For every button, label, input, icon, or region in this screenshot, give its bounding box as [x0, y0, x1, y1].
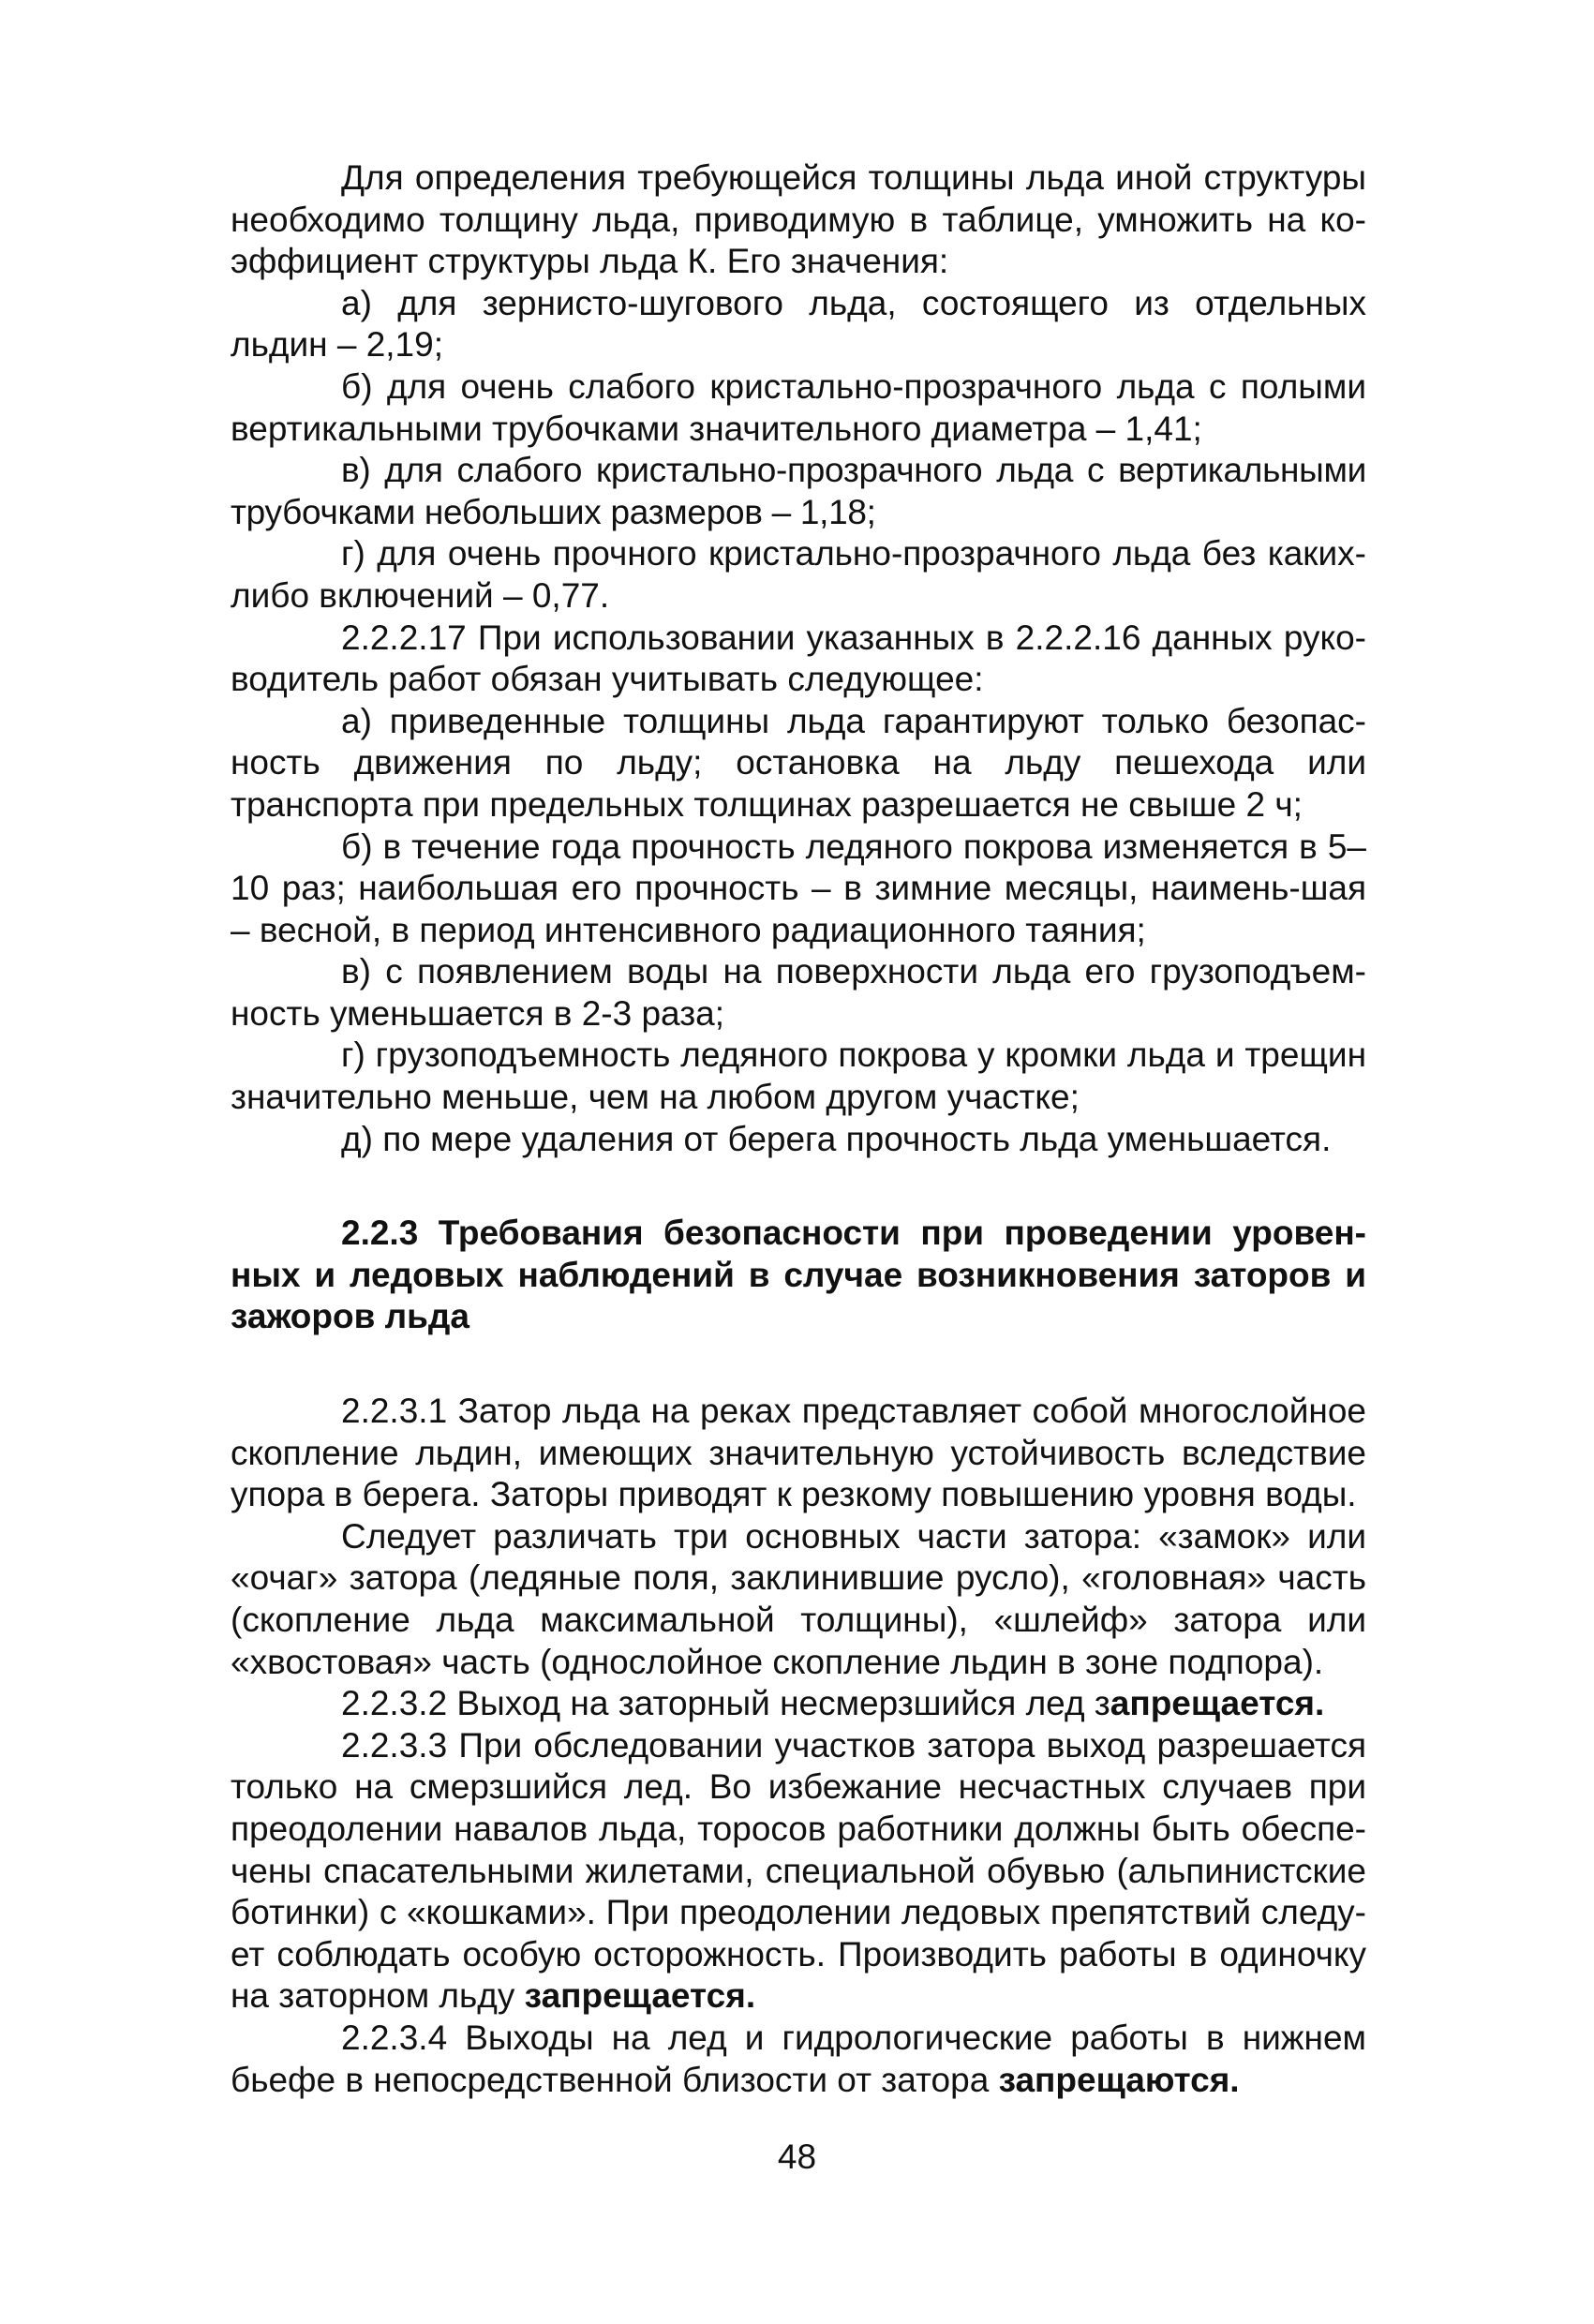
paragraph-2-2-3-1: 2.2.3.1 Затор льда на реках представляет собой многослойное скопление льдин, имеющих значительную устойчивость вследствие упора в берега. Заторы приводят к резкому повышению уровня воды.	[231, 1392, 1366, 1514]
paragraph-item-d-distance-from-shore: д) по мере удаления от берега прочность льда уменьшается.	[341, 1119, 1332, 1158]
body-text-block-1	[231, 157, 1366, 1160]
paragraph-item-g-edge-capacity: г) грузоподъемность ледяного покрова у кромки льда и трещин значительно меньше, чем на любом другом участке;	[231, 1035, 1366, 1117]
paragraph-2-2-3-3	[231, 1725, 1366, 2018]
paragraph-item-v-weak-ice-small-tubes: в) для слабого кристально-прозрачного льда с вертикальными трубочками небольших размеров – 1,18;	[231, 451, 1366, 531]
body-text-block-2	[231, 1391, 1366, 2101]
paragraph-2-2-3-4-bold: запрещаются.	[998, 2060, 1240, 2099]
paragraph-2-2-3-3-bold: запрещается.	[524, 1976, 756, 2016]
paragraph-2-2-3-3-text: 2.2.3.3 При обследовании участков затора выход разрешается только на смерзшийся лед. Во избежание несчастных случаев при преодолении навалов льда, торосов работники должны быть обеспе-чены спасательными жилетами, специальной обувью (альпинистские ботинки) с «кошками». При преодолении ледовых препятствий следу-ет соблюдать особую осторожность. Производить работы в одиночку на заторном льду	[231, 1725, 1366, 2016]
paragraph-2-2-3-2-bold: апрещается.	[1110, 1684, 1325, 1723]
paragraph-item-v-water-on-ice: в) с появлением воды на поверхности льда его грузоподъем-ность уменьшается в 2-3 раза;	[231, 952, 1366, 1033]
paragraph-item-b-strength-variation: б) в течение года прочность ледяного покрова изменяется в 5–10 раз; наибольшая его прочность – в зимние месяцы, наимень-шая – весной, в период интенсивного радиационного таяния;	[231, 827, 1366, 949]
document-page	[231, 157, 1366, 2101]
paragraph-jam-parts: Следует различать три основных части затора: «замок» или «очаг» затора (ледяные поля, заклинившие русло), «головная» часть (скопление льда максимальной толщины), «шлейф» затора или «хвостовая» часть (однослойное скопление льдин в зоне подпора).	[231, 1516, 1366, 1681]
paragraph-2-2-3-4-text: 2.2.3.4 Выходы на лед и гидрологические работы в нижнем бьефе в непосредственной близости от затора	[231, 2018, 1366, 2099]
paragraph-2-2-2-17: 2.2.2.17 При использовании указанных в 2.2.2.16 данных руко-водитель работ обязан учитывать следующее:	[231, 618, 1366, 699]
paragraph-item-g-strong-ice: г) для очень прочного кристально-прозрачного льда без каких-либо включений – 0,77.	[231, 534, 1366, 615]
paragraph-ice-structure-intro: Для определения требующейся толщины льда иной структуры необходимо толщину льда, приводимую в таблице, умножить на ко-эффициент структуры льда К. Его значения:	[231, 158, 1366, 281]
paragraph-item-b-weak-ice-tubes: б) для очень слабого кристально-прозрачного льда с полыми вертикальными трубочками значительного диаметра – 1,41;	[231, 366, 1366, 448]
paragraph-item-a-granular-ice: а) для зернисто-шугового льда, состоящего из отдельных льдин – 2,19;	[231, 283, 1366, 365]
paragraph-item-a-thickness-guarantee: а) приведенные толщины льда гарантируют только безопас-ность движения по льду; остановка на льду пешехода или транспорта при предельных толщинах разрешается не свыше 2 ч;	[231, 701, 1366, 824]
section-heading-2-2-3: 2.2.3 Требования безопасности при проведении уровен-ных и ледовых наблюдений в случае возникновения заторов и зажоров льда	[231, 1214, 1366, 1336]
paragraph-2-2-3-4	[231, 2018, 1366, 2101]
paragraph-2-2-3-2	[231, 1683, 1366, 1725]
paragraph-2-2-3-2-text: 2.2.3.2 Выход на заторный несмерзшийся лед з	[341, 1684, 1110, 1723]
page-number: 48	[777, 2138, 817, 2176]
